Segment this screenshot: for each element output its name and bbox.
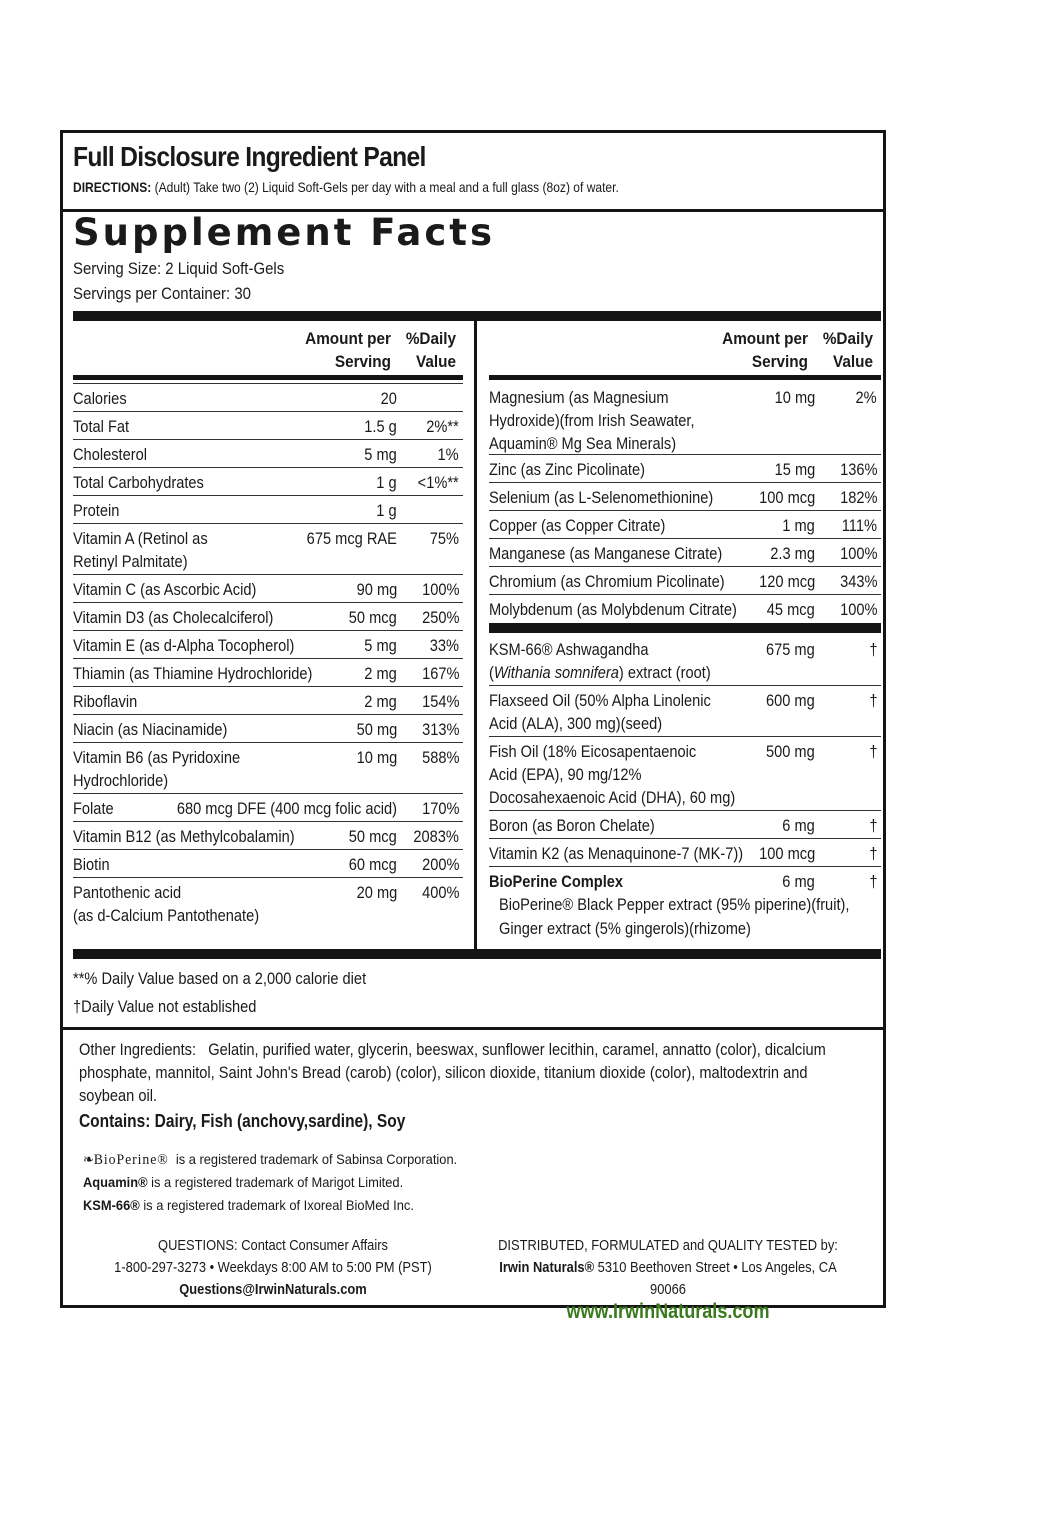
nutrient-name: Riboflavin [73,692,138,711]
nutrient-dv: † [868,742,877,761]
nutrient-dv: 1% [437,445,459,464]
nutrient-dv: 2% [855,388,877,407]
nutrient-amount: 1 mg [782,516,815,535]
nutrient-name: Chromium (as Chromium Picolinate) [489,572,725,591]
table-row [489,594,881,622]
nutrient-name: Niacin (as Niacinamide) [73,720,228,739]
bioperine-sub-line: Ginger extract (5% gingerols)(rhizome) [499,919,751,938]
nutrient-name: Fish Oil (18% Eicosapentaenoic Acid (EPA), 90 mg/12% Docosahexaenoic Acid (DHA), 60 mg) [489,742,736,807]
nutrient-name: Magnesium (as Magnesium Hydroxide)(from Irish Seawater, Aquamin® Mg Sea Minerals) [489,388,695,453]
trademark-aquamin [83,1174,403,1190]
table-row [489,454,881,482]
table-row [489,383,881,453]
nutrient-name: Vitamin C (as Ascorbic Acid) [73,580,257,599]
nutrient-amount: 1 g [376,501,397,520]
ksm-latin-name: Withania somnifera [493,663,619,682]
nutrient-dv: † [868,844,877,863]
ksm-name-line1: KSM-66® Ashwagandha [489,640,649,659]
right-dv-header [810,327,873,373]
serving-size: Serving Size: 2 Liquid Soft-Gels [73,259,285,278]
nutrient-amount: 675 mcg RAE [306,529,397,548]
right-amount-header-l1: Amount per [722,329,808,348]
nutrient-amount: 15 mg [774,460,815,479]
nutrient-dv: † [868,640,877,659]
panel-header [63,133,883,212]
nutrient-dv: 111% [841,516,877,535]
table-row [73,658,463,686]
nutrient-name: Vitamin D3 (as Cholecalciferol) [73,608,274,627]
nutrient-name: Boron (as Boron Chelate) [489,816,655,835]
nutrient-amount: 6 mg [782,872,815,891]
nutrient-name: Thiamin (as Thiamine Hydrochloride) [73,664,313,683]
nutrient-dv: 2%** [426,417,459,436]
table-row [489,866,881,947]
nutrient-dv: † [868,872,877,891]
nutrient-amount: 2.3 mg [770,544,815,563]
nutrient-dv: 313% [421,720,459,739]
nutrient-name: Biotin [73,855,110,874]
nutrient-name: Cholesterol [73,445,147,464]
nutrient-dv: 100% [839,600,877,619]
nutrient-amount: 2 mg [364,692,397,711]
other-ingredients [79,1038,853,1107]
website-link[interactable]: www.IrwinNaturals.com [566,1300,770,1323]
left-dv-header-l2: Value [416,352,456,371]
table-row [489,736,881,810]
nutrient-amount: 100 mcg [758,488,815,507]
nutrient-amount: 100 mcg [758,844,815,863]
table-row [489,810,881,838]
distributor-line: DISTRIBUTED, FORMULATED and QUALITY TESTED by: [498,1237,838,1254]
dagger-footnote: †Daily Value not established [73,997,257,1016]
ksm-paren: ( [489,663,494,682]
brand-name: Irwin Naturals® [499,1259,595,1276]
table-row [489,685,881,736]
trademark-ksm [83,1197,414,1213]
right-header-bar [489,375,881,380]
ingredient-panel [60,130,886,1323]
table-row [73,411,463,439]
trademark-bioperine [83,1151,457,1169]
table-row [489,566,881,594]
nutrient-name: Manganese (as Manganese Citrate) [489,544,723,563]
right-section-bar [489,623,881,633]
nutrient-amount: 2 mg [364,664,397,683]
nutrient-amount: 10 mg [774,388,815,407]
nutrient-dv: 343% [839,572,877,591]
nutrient-name: Total Carbohydrates [73,473,204,492]
nutrient-name: Vitamin B6 (as Pyridoxine Hydrochloride) [73,748,241,790]
aquamin-name: Aquamin® [83,1174,148,1190]
nutrient-dv: † [868,691,877,710]
nutrient-dv: 154% [421,692,459,711]
nutrient-name: Pantothenic acid (as d-Calcium Pantothenate) [73,883,260,925]
contact-phone: 1-800-297-3273 • Weekdays 8:00 AM to 5:00 PM (PST) [114,1259,432,1276]
nutrient-amount: 1 g [376,473,397,492]
nutrient-dv: † [868,816,877,835]
nutrient-dv: 170% [421,799,459,818]
left-dv-header [393,327,456,373]
bioperine-sub-line: BioPerine® Black Pepper extract (95% piperine)(fruit), [499,895,850,914]
table-row [73,793,463,821]
nutrient-amount: 680 mcg DFE (400 mcg folic acid) [176,799,397,818]
other-ingredients-text: Gelatin, purified water, glycerin, beeswax, sunflower lecithin, caramel, annatto (color), dicalcium phosphate, mannitol, Saint John's Bread (carob) (color), silicon dioxide, titanium dioxide (color), maltodextrin and soybean oil. [79,1040,826,1105]
nutrient-name: Vitamin K2 (as Menaquinone-7 (MK-7)) [489,844,744,863]
supplement-facts-title: Supplement Facts [73,211,496,254]
table-row [73,439,463,467]
bottom-thick-bar [73,949,881,959]
left-amount-header-l2: Serving [334,352,391,371]
table-row [73,742,463,793]
table-row [489,538,881,566]
directions-text: (Adult) Take two (2) Liquid Soft-Gels per day with a meal and a full glass (8oz) of water. [154,179,619,195]
ksm-name-rest: ) extract (root) [618,663,711,682]
table-row [489,635,881,684]
nutrient-name [489,638,711,684]
nutrient-name: Flaxseed Oil (50% Alpha Linolenic Acid (ALA), 300 mg)(seed) [489,691,711,733]
table-row [489,838,881,866]
nutrient-name: Molybdenum (as Molybdenum Citrate) [489,600,737,619]
nutrient-amount: 60 mcg [349,855,397,874]
bioperine-logo: BioPerine® [93,1152,169,1168]
nutrient-dv: <1%** [417,473,459,492]
table-row [73,383,463,411]
nutrient-amount: 600 mg [766,691,815,710]
contact-email[interactable]: Questions@IrwinNaturals.com [179,1281,367,1298]
nutrient-amount: 500 mg [766,742,815,761]
nutrient-amount: 675 mg [766,640,815,659]
dv-footnote: **% Daily Value based on a 2,000 calorie diet [73,969,367,988]
contact-line: QUESTIONS: Contact Consumer Affairs [158,1237,388,1254]
distributor-address-line [483,1257,853,1301]
leaf-icon: ❧ [83,1151,94,1167]
left-amount-header [283,327,391,373]
table-row [73,821,463,849]
table-row [73,877,463,934]
nutrient-dv: 400% [421,883,459,902]
distributor-address: 5310 Beethoven Street • Los Angeles, CA 90066 [597,1259,837,1298]
distributor-block [483,1235,853,1323]
nutrient-name: Protein [73,501,120,520]
table-row [489,510,881,538]
nutrient-name: Selenium (as L-Selenomethionine) [489,488,714,507]
right-dv-header-l2: Value [833,352,873,371]
nutrient-amount: 5 mg [364,636,397,655]
top-thick-bar [73,311,881,321]
section-divider [63,1027,883,1030]
nutrient-dv: 136% [839,460,877,479]
allergen-contains: Contains: Dairy, Fish (anchovy,sardine), Soy [79,1111,406,1131]
table-row [73,523,463,574]
ksm-name: KSM-66® [83,1197,140,1213]
other-ingredients-label: Other Ingredients: [79,1040,197,1059]
nutrient-name: Vitamin E (as d-Alpha Tocopherol) [73,636,295,655]
nutrient-amount: 50 mg [356,720,397,739]
left-dv-header-l1: %Daily [405,329,456,348]
bioperine-tm-text: is a registered trademark of Sabinsa Corporation. [175,1151,458,1167]
ksm-tm-text: is a registered trademark of Ixoreal BioMed Inc. [143,1197,414,1213]
nutrient-amount: 20 [380,389,397,408]
directions [73,179,619,195]
nutrient-amount: 6 mg [782,816,815,835]
nutrient-amount: 20 mg [356,883,397,902]
consumer-affairs-block [110,1235,437,1301]
nutrient-dv: 100% [839,544,877,563]
nutrient-dv: 2083% [413,827,459,846]
nutrient-amount: 45 mcg [767,600,815,619]
nutrient-amount: 1.5 g [364,417,397,436]
table-row [73,495,463,523]
nutrient-dv: 200% [421,855,459,874]
table-row [73,574,463,602]
nutrient-name: Total Fat [73,417,130,436]
nutrient-dv: 588% [421,748,459,767]
table-row [73,714,463,742]
table-row [73,467,463,495]
table-row [73,630,463,658]
nutrient-amount: 90 mg [356,580,397,599]
nutrient-amount: 5 mg [364,445,397,464]
nutrient-amount: 50 mcg [349,827,397,846]
nutrient-dv: 33% [429,636,459,655]
right-amount-header-l2: Serving [751,352,808,371]
nutrient-amount: 120 mcg [758,572,815,591]
left-amount-header-l1: Amount per [305,329,391,348]
table-row [73,686,463,714]
column-divider [474,321,477,949]
nutrient-name: Calories [73,389,127,408]
nutrient-name: Vitamin B12 (as Methylcobalamin) [73,827,295,846]
nutrient-dv: 100% [421,580,459,599]
nutrient-name: Zinc (as Zinc Picolinate) [489,460,645,479]
table-row [73,602,463,630]
nutrient-dv: 167% [421,664,459,683]
nutrient-name: Vitamin A (Retinol as Retinyl Palmitate) [73,529,208,571]
nutrient-name: Copper (as Copper Citrate) [489,516,666,535]
nutrient-dv: 75% [429,529,459,548]
nutrient-dv: 250% [421,608,459,627]
nutrient-amount: 10 mg [356,748,397,767]
panel-title: Full Disclosure Ingredient Panel [73,141,426,172]
right-dv-header-l1: %Daily [822,329,873,348]
table-row [73,849,463,877]
aquamin-tm-text: is a registered trademark of Marigot Limited. [151,1174,404,1190]
right-amount-header [700,327,808,373]
nutrient-name: BioPerine Complex [489,872,624,891]
nutrient-amount: 50 mcg [349,608,397,627]
servings-per-container: Servings per Container: 30 [73,284,251,303]
nutrient-dv: 182% [839,488,877,507]
left-header-bar [73,375,463,380]
nutrient-name: Folate [73,799,114,818]
directions-label: DIRECTIONS: [73,179,152,195]
table-row [489,482,881,510]
